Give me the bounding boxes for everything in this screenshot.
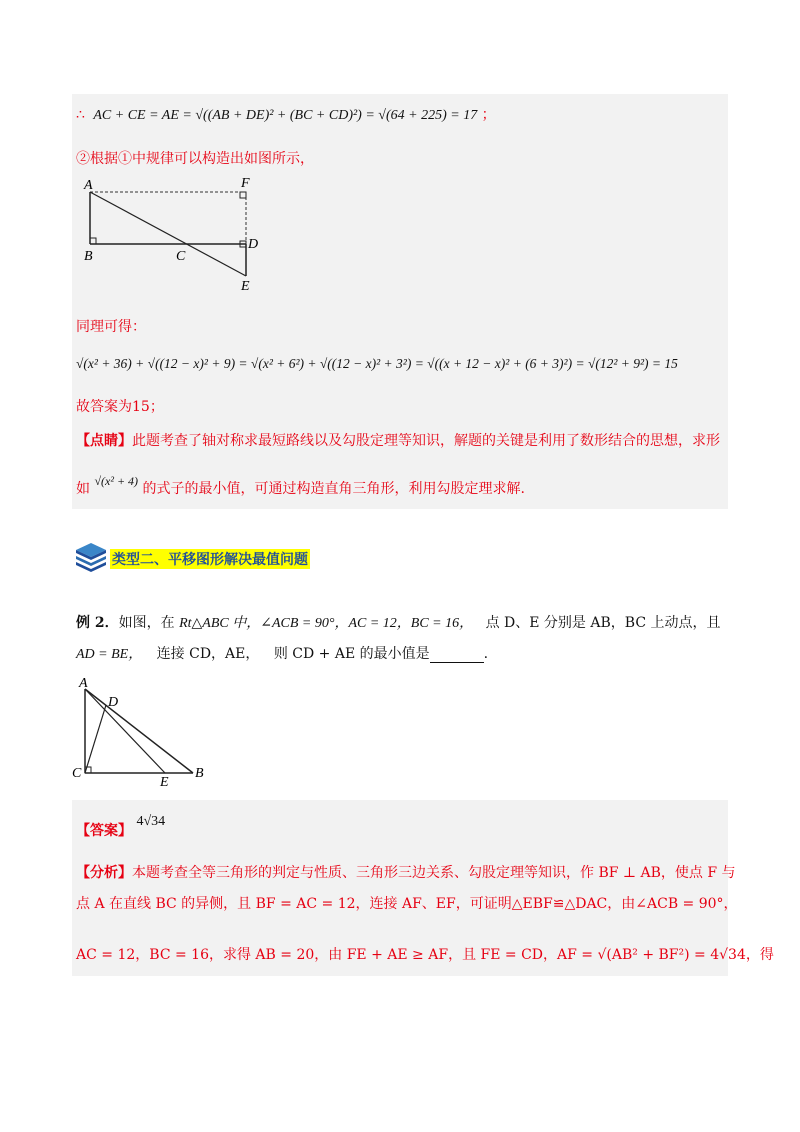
example2-line-2 bbox=[76, 643, 488, 663]
answer-line bbox=[76, 814, 166, 840]
comment-text-2b: 的式子的最小值，可通过构造直角三角形，利用勾股定理求解. bbox=[142, 481, 525, 497]
example2-line2-end: . bbox=[483, 646, 489, 662]
answer-is-text: 故答案为15； bbox=[76, 399, 164, 415]
step2-text: ②根据①中规律可以构造出如图所示， bbox=[76, 151, 314, 167]
label-e2: E bbox=[160, 775, 169, 788]
label-d: D bbox=[248, 237, 259, 252]
segment-cd bbox=[85, 705, 106, 773]
book-stack-icon bbox=[74, 540, 108, 572]
example2-line1a: 如图，在 bbox=[118, 615, 175, 631]
comment-text-1: 此题考查了轴对称求最短路线以及勾股定理等知识，解题的关键是利用了数形结合的思想，求形 bbox=[132, 433, 720, 449]
label-a: A bbox=[84, 178, 93, 193]
comment-formula: √(x² + 4) bbox=[94, 474, 139, 488]
analysis-text-3: AC = 12，BC = 16，求得 AB = 20，由 FE + AE ≥ AF，且 FE = CD，AF = √(AB² + BF²) = 4√34，得 bbox=[76, 947, 774, 963]
comment-tag: 【点睛】 bbox=[76, 433, 132, 449]
right-angle-f bbox=[240, 192, 246, 198]
label-b: B bbox=[84, 249, 93, 264]
section-heading: 类型二、平移图形解决最值问题 bbox=[110, 549, 310, 569]
eq1-line bbox=[76, 104, 496, 124]
same-reason-text: 同理可得： bbox=[76, 319, 146, 335]
segment-ae bbox=[85, 689, 165, 773]
label-b2: B bbox=[195, 766, 204, 781]
analysis-line-1 bbox=[76, 862, 736, 882]
label-e: E bbox=[241, 279, 250, 294]
label-d2: D bbox=[108, 695, 119, 710]
example2-line1-math: Rt△ABC 中，∠ACB = 90°，AC = 12，BC = 16， bbox=[179, 616, 474, 631]
answer-value: 4√34 bbox=[136, 814, 166, 829]
segment-ab bbox=[85, 689, 193, 773]
label-c: C bbox=[176, 249, 186, 264]
example2-label: 例 2． bbox=[76, 615, 119, 631]
example2-line-1 bbox=[76, 612, 720, 632]
equation-1: AC + CE = AE = √((AB + DE)² + (BC + CD)²) = √(64 + 225) = 17 bbox=[93, 108, 478, 123]
label-a2: A bbox=[79, 676, 88, 691]
comment-line-2 bbox=[76, 474, 525, 498]
analysis-text-2: 点 A 在直线 BC 的异侧，且 BF = AC = 12，连接 AF、EF，可证明△EBF≌△DAC，由∠ACB = 90°， bbox=[76, 896, 738, 912]
analysis-tag: 【分析】 bbox=[76, 865, 132, 881]
example2-line2b: 连接 CD，AE， bbox=[156, 646, 260, 662]
analysis-text-1: 本题考查全等三角形的判定与性质、三角形三边关系、勾股定理等知识，作 BF ⊥ AB，使点 F 与 bbox=[132, 865, 736, 881]
figure-2 bbox=[68, 676, 218, 788]
therefore-symbol: ∴ bbox=[76, 107, 85, 123]
example2-line2c: 则 CD + AE 的最小值是 bbox=[273, 646, 430, 662]
comment-line-1 bbox=[76, 430, 720, 450]
equation-2: √(x² + 36) + √((12 − x)² + 9) = √(x² + 6²) + √((12 − x)² + 3²) = √((x + 12 − x)² + (6 + 3)²) = √(12² + 9²) = 15 bbox=[76, 356, 678, 371]
right-angle-b bbox=[90, 238, 96, 244]
answer-tag: 【答案】 bbox=[76, 823, 132, 839]
comment-text-2a: 如 bbox=[76, 481, 90, 497]
example2-line1b: 点 D、E 分别是 AB，BC 上动点，且 bbox=[485, 615, 721, 631]
label-f: F bbox=[241, 176, 250, 191]
eq1-end: ； bbox=[481, 107, 496, 123]
figure-1 bbox=[80, 172, 270, 296]
label-c2: C bbox=[72, 766, 82, 781]
answer-blank bbox=[430, 646, 484, 663]
segment-ae bbox=[90, 192, 246, 276]
example2-line2a: AD = BE， bbox=[76, 647, 143, 662]
